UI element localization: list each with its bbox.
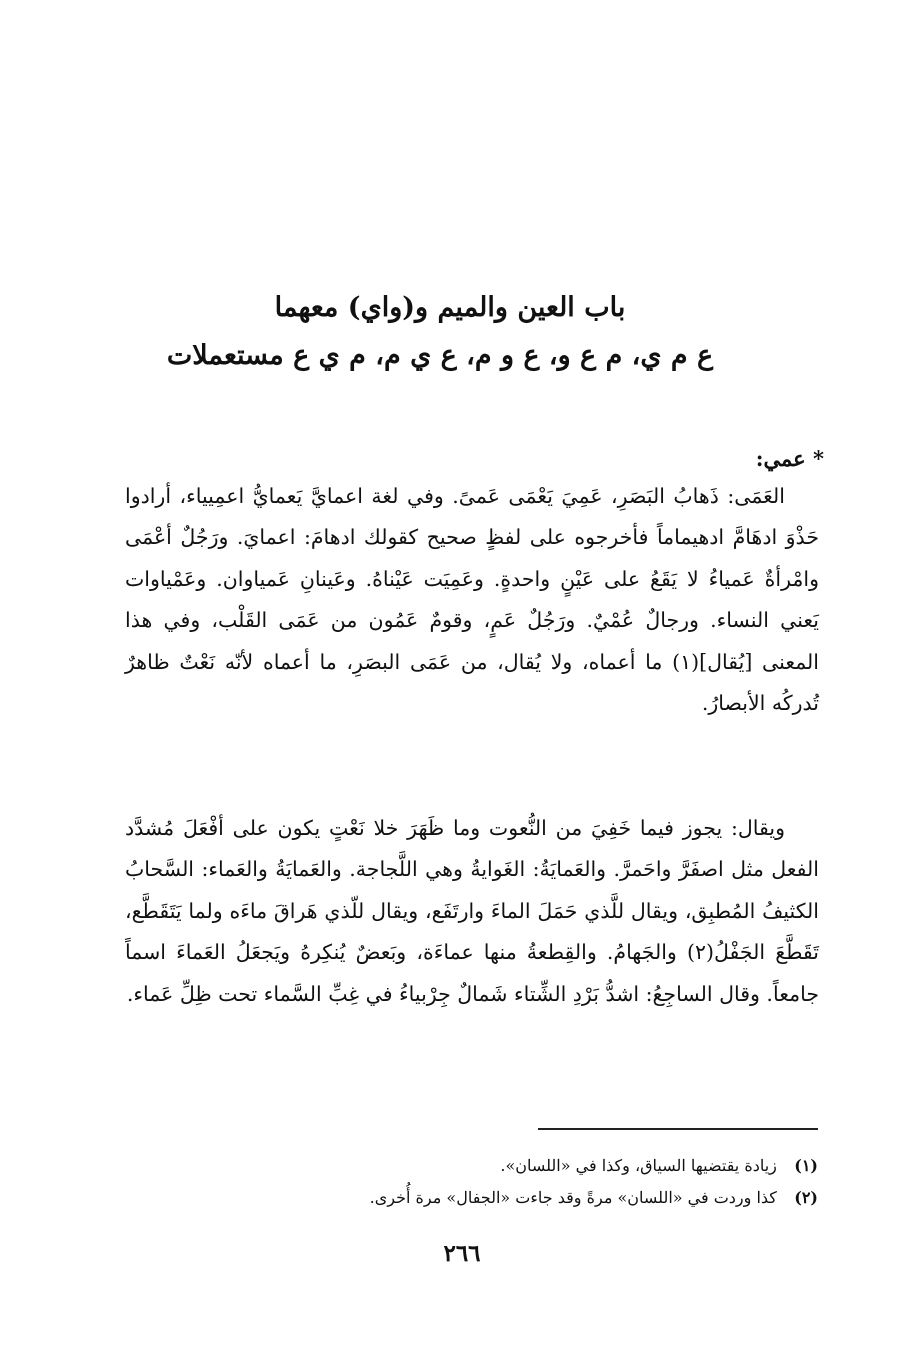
footnote-text: كذا وردت في «اللسان» مرةً وقد جاءت «الجفال» مرة أُخرى.	[369, 1188, 777, 1207]
footnote-item	[178, 1182, 818, 1214]
entry-paragraph-1: العَمَى: ذَهابُ البَصَرِ، عَمِيَ يَعْمَى عَمىً. وفي لغة اعمايَّ يَعمايُّ اعمِيياء، أرادوا حَذْوَ ادهَامَّ ادهيماماً فأخرجوه على لفظٍ صحيح كقولك ادهامَ: اعمايَ. ورَجُلٌ أعْمَى وامْرأةٌ عَمياءُ لا يَقَعُ على عَيْنٍ واحدةٍ. وعَمِيَت عَيْناهُ. وعَينانِ عَمياوان. وعَمْياوات يَعني النساء. ورجالٌ عُمْيٌ. ورَجُلٌ عَمٍ، وقومٌ عَمُون من عَمَى القَلْب، وفي هذا المعنى [يُقال](١) ما أعماه، ولا يُقال، من عَمَى البصَرِ، ما أعماه لأنّه نَعْتٌ ظاهرٌ تُدركُه الأبصارُ.	[125, 484, 819, 716]
footnote-number: (١)	[794, 1156, 818, 1175]
footnote-item	[178, 1150, 818, 1182]
entry-heading: * عمي:	[755, 446, 824, 471]
page-number: ٢٦٦	[443, 1240, 481, 1267]
chapter-title: باب العين والميم و(واي) معهما	[274, 292, 626, 323]
footnote-separator	[538, 1128, 818, 1130]
entry-paragraph-2: ويقال: يجوز فيما خَفِيَ من النُّعوت وما ظَهَرَ خلا نَعْتٍ يكون على أفْعَلَ مُشدَّد الفعل مثل اصفَرَّ واحَمرَّ. والعَمايَةُ: الغَوايةُ وهي اللَّجاجة. والعَمايَةُ والعَماء: السَّحابُ الكثيفُ المُطبِق، ويقال للَّذي حَمَلَ الماءَ وارتَفَع، ويقال للّذي هَراقَ ماءَه ولما يَتَقَطَّع، تَقَطَّعَ الجَفْلُ(٢) والجَهامُ. والقِطعةُ منها عماءَة، وبَعضٌ يُنكِرهُ ويَجعَلُ العَماءَ اسماً جامعاً. وقال الساجِعُ: اشدُّ بَرْدِ الشِّتاء شَمالٌ جِرْبياءُ في غِبِّ السَّماء تحت ظِلِّ عَماء.	[125, 816, 819, 1006]
footnotes	[178, 1150, 818, 1214]
footnote-number: (٢)	[794, 1188, 818, 1207]
chapter-subtitle: ع م ي، م ع و، ع و م، ع ي م، م ي ع مستعملات	[166, 340, 714, 371]
footnote-text: زيادة يقتضيها السياق، وكذا في «اللسان».	[500, 1156, 777, 1175]
